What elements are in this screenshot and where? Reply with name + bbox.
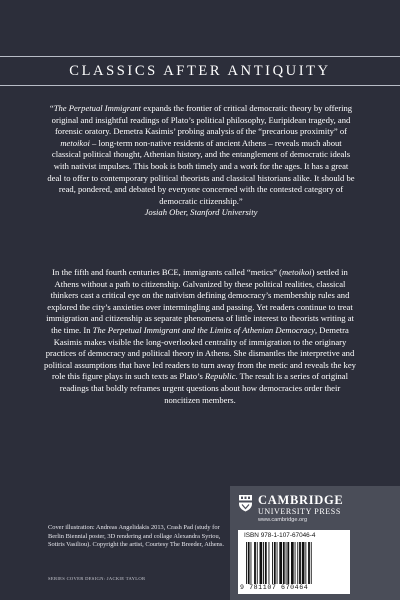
barcode-bar — [297, 542, 298, 584]
book-title-italic: The Perpetual Immigrant — [53, 103, 142, 113]
barcode-bar — [291, 542, 294, 584]
metoikoi-term: metoikoi — [60, 137, 90, 148]
barcode-bar — [254, 542, 256, 584]
description-part-4: . The result is a series of original readings that boldly reframes urgent questions about how democracies order their noncitizen members. — [59, 371, 349, 405]
barcode-bar — [308, 542, 310, 584]
barcode-bar — [248, 542, 250, 584]
metoikoi-term: metoikoi — [281, 267, 312, 277]
series-cover-designer: SERIES COVER DESIGN: JACKIE TAYLOR — [48, 576, 146, 581]
barcode-bar — [311, 542, 312, 584]
barcode-bar — [295, 542, 296, 584]
barcode-bar — [302, 542, 305, 584]
isbn-label: ISBN 978-1-107-67046-4 — [244, 532, 316, 539]
barcode-bar — [257, 542, 258, 584]
quote-open: “ — [49, 103, 54, 113]
description-part-2: ) settled in Athens without a path to citizenship. Galvanized by these political realities, classical thinkers cast a critical eye on the nativism defining democracy’s membership rules and explored the city’s anxieties over intermingling and passing. Yet readers continue to treat immigration and citizenship as separate phenomena of little interest to theorists writing at the time. In — [46, 267, 354, 335]
barcode-icon — [246, 542, 342, 584]
endorsement-text-part-2: – long-term non-native residents of ancient Athens – reveals much about classical political thought, Athenian history, and the entanglement of democratic ideals with nativist impulses. This book is both timely and a work for the ages. It has a great deal to offer to contemporary political theorists and classical historians alike. It should be read, pondered, and debated by everyone concerned with the contested category of democratic citizenship.” — [47, 137, 355, 206]
barcode-bar — [279, 542, 282, 584]
barcode-bar — [265, 542, 267, 584]
publisher-panel — [230, 486, 400, 600]
endorsement-text — [46, 103, 356, 207]
endorsement-quote — [46, 103, 356, 219]
endorsement-attribution: Josiah Ober, Stanford University — [144, 207, 258, 218]
barcode-bar — [274, 542, 276, 584]
publisher-url: www.cambridge.org — [258, 517, 308, 523]
barcode-panel — [238, 530, 350, 594]
barcode-bar — [287, 542, 289, 584]
barcode-bar — [305, 542, 306, 584]
barcode-bar — [269, 542, 270, 584]
endorsement-text-part-1: expands the frontier of critical democratic theory by offering original and insightful readings of Plato’s political philosophy, Euripidean tragedy, and forensic oratory. Demetra Kasimis’ probing analysis of the “precarious proximity” of — [51, 103, 353, 137]
full-book-title-italic: The Perpetual Immigrant and the Limits of Athenian Democracy — [92, 324, 315, 335]
barcode-bar — [283, 542, 285, 584]
publisher-name: CAMBRIDGE — [258, 493, 344, 507]
publisher-subtitle: UNIVERSITY PRESS — [258, 507, 341, 516]
description-part-3: , Demetra Kasimis makes visible the long-overlooked centrality of immigration to the originary practices of democracy and political theory in Athens. She dismantles the interpretive and political assumptions that have led readers to turn away from the metic and reveals the key role this figure plays in such texts as Plato’s — [44, 324, 356, 382]
republic-title-italic: Republic — [204, 371, 236, 382]
description-part-1: In the fifth and fourth centuries BCE, immigrants called “metics” ( — [52, 267, 282, 277]
barcode-bar — [246, 542, 247, 584]
barcode-bar — [263, 542, 264, 584]
barcode-bar — [277, 542, 278, 584]
barcode-bar — [251, 542, 252, 584]
series-band — [0, 56, 400, 86]
barcode-bar — [260, 542, 263, 584]
book-description — [42, 267, 358, 406]
barcode-digits: 9 781107 670464 — [240, 584, 309, 591]
barcode-bar — [272, 542, 273, 584]
barcode-bar — [286, 542, 287, 584]
cover-illustration-credit: Cover illustration: Andreas Angelidakis 2013, Crash Pad (study for Berlin Biennial poster, 3D rendering and collage Alexandra Syriou, Sotiris Vasiliou). Copyright the artist, Courtesy The Breeder, Athens. — [48, 524, 224, 549]
description-paragraph — [42, 267, 358, 406]
cambridge-shield-icon — [238, 494, 253, 512]
barcode-bar — [299, 542, 301, 584]
series-title: CLASSICS AFTER ANTIQUITY — [69, 62, 331, 79]
